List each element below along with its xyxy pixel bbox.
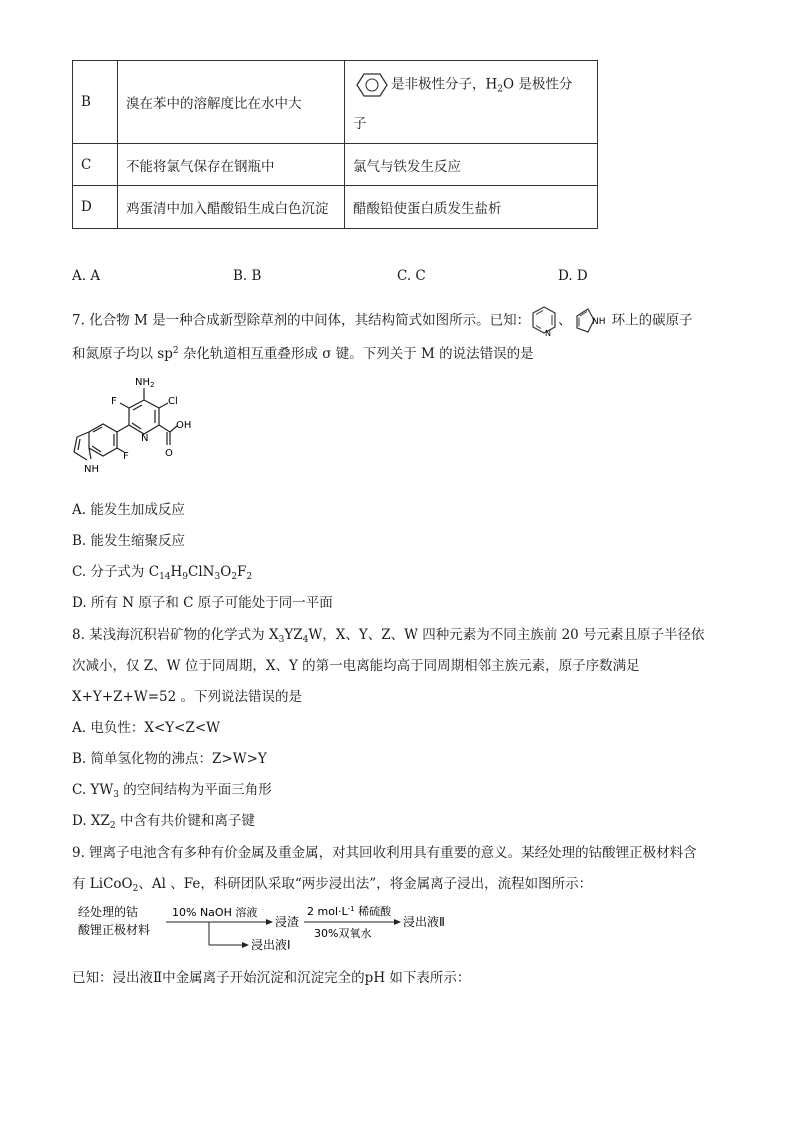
flow-leach2: 浸出液Ⅱ: [403, 915, 445, 929]
q6-option-table: [72, 60, 598, 229]
q7-option-c[interactable]: C. 分子式为 $C_{14}H_9ClN_3O_2F_2$: [72, 564, 253, 582]
row-statement: 溴在苯中的溶解度比在水中大: [118, 61, 345, 144]
svg-text:NH: NH: [591, 317, 606, 327]
cl-label: Cl: [168, 396, 178, 407]
q8-stem-line1: 8. 某浅海沉积岩矿物的化学式为 $X_3YZ_4W$，X、Y、Z、W 四种元素为不同主族前 20 号元素且原子半径依: [72, 627, 705, 645]
pyridine-ring-icon: [530, 304, 558, 338]
flow-start-line2: 酸锂正极材料: [78, 923, 151, 937]
q8-option-b[interactable]: B. 简单氢化物的沸点：Z>W>Y: [72, 751, 267, 767]
table-row: [73, 61, 598, 144]
nh2-label: $NH_2$: [135, 377, 155, 389]
row-label: D: [73, 186, 118, 229]
flow-reagent2: 2 $mol\cdot L^{-1}$ 稀硫酸: [307, 905, 392, 918]
pyrrole-ring-icon: [572, 306, 612, 336]
q8-stem-line3: X+Y+Z+W=52 。下列说法错误的是: [72, 689, 302, 705]
f2-label: F: [123, 451, 129, 462]
row-statement: 鸡蛋清中加入醋酸铅生成白色沉淀: [118, 186, 345, 229]
svg-text:N: N: [545, 329, 552, 338]
choice-d[interactable]: D. D: [558, 268, 588, 284]
flow-leach1: 浸出液Ⅰ: [251, 938, 291, 952]
flow-reagent1: 10% NaOH 溶液: [172, 906, 258, 919]
benzene-structure-icon: [353, 72, 391, 98]
reason-text: 是非极性分子，H: [391, 76, 498, 93]
q9-stem-line2: 有 LiCoO$_2$、Al 、Fe，科研团队采取“两步浸出法”，将金属离子浸出，流程如图所示：: [72, 876, 593, 894]
o-label: O: [165, 448, 173, 459]
q7-stem-line1: 7. 化合物 M 是一种合成新型除草剂的中间体，其结构简式如图所示。已知： N 、 NH 环上的碳原子: [72, 304, 693, 338]
q7-option-d[interactable]: D. 所有 N 原子和 C 原子可能处于同一平面: [72, 595, 333, 611]
table-row: [73, 144, 598, 186]
q8-stem-line2: 次减小，仅 Z、W 位于同周期，X、Y 的第一电离能均高于同周期相邻主族元素，原子序数满足: [72, 658, 640, 674]
q8-option-c[interactable]: C. $YW_3$ 的空间结构为平面三角形: [72, 782, 272, 800]
row-reason: 氯气与铁发生反应: [345, 144, 598, 186]
row-statement: 不能将氯气保存在钢瓶中: [118, 144, 345, 186]
row-reason: 醋酸铅使蛋白质发生盐析: [345, 186, 598, 229]
indole-nh-label: NH: [84, 464, 99, 475]
row-label: B: [73, 61, 118, 144]
ring-n-label: N: [141, 433, 149, 444]
flow-start-line1: 经处理的钴: [78, 905, 139, 919]
q9-stem-line1: 9. 锂离子电池含有多种有价金属及重金属，对其回收利用具有重要的意义。某经处理的钴酸锂正极材料含: [72, 845, 697, 861]
q9-known-text: 已知：浸出液Ⅱ中金属离子开始沉淀和沉淀完全的pH 如下表所示：: [72, 970, 471, 986]
f-label: F: [111, 396, 117, 407]
q7-option-b[interactable]: B. 能发生缩聚反应: [72, 533, 186, 549]
row-label: C: [73, 144, 118, 186]
q7-stem-line2: 和氮原子均以 $sp^2$ 杂化轨道相互重叠形成 σ 键。下列关于 M 的说法错误的是: [72, 346, 534, 362]
q8-option-a[interactable]: A. 电负性：X<Y<Z<W: [72, 720, 221, 736]
flow-reagent3: 30%双氧水: [314, 927, 372, 940]
choice-c[interactable]: C. C: [397, 268, 426, 284]
compound-m-structure: [64, 372, 204, 488]
q6-choices: [72, 268, 672, 288]
oh-label: OH: [176, 420, 192, 431]
q7-option-a[interactable]: A. 能发生加成反应: [72, 502, 185, 518]
q8-option-d[interactable]: D. $XZ_2$ 中含有共价键和离子键: [72, 813, 255, 831]
flow-residue: 浸渣: [275, 915, 300, 929]
choice-a[interactable]: A. A: [72, 268, 101, 284]
choice-b[interactable]: B. B: [233, 268, 262, 284]
row-reason: 是非极性分子，$H_2O$ 是极性分 子: [345, 61, 598, 144]
q9-flow-diagram: [76, 898, 476, 960]
table-row: [73, 186, 598, 229]
